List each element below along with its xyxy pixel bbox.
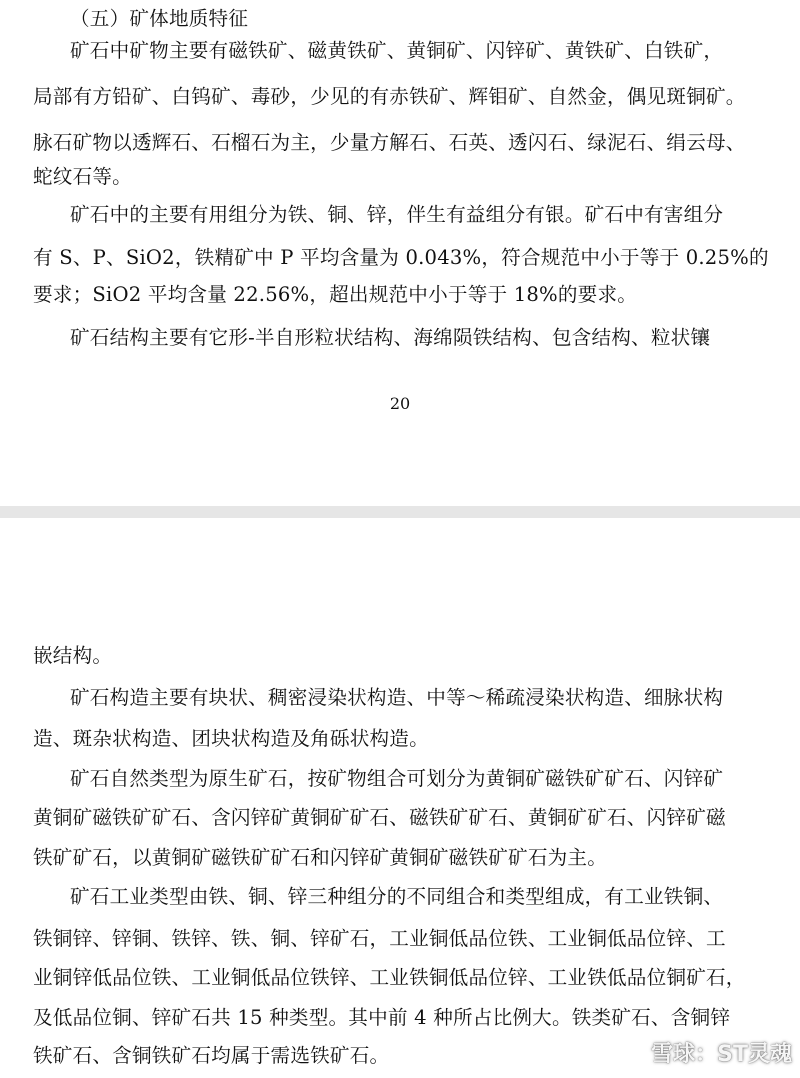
text-line: 脉石矿物以透辉石、石榴石为主，少量方解石、石英、透闪石、绿泥石、绢云母、 (33, 131, 746, 154)
text-line: 铁铜锌、锌铜、铁锌、铁、铜、锌矿石，工业铜低品位铁、工业铜低品位锌、工 (33, 927, 726, 950)
text-line: 业铜锌低品位铁、工业铜低品位铁锌、工业铁铜低品位锌、工业铁低品位铜矿石， (33, 966, 746, 989)
text-line: 有 S、P、SiO2，铁精矿中 P 平均含量为 0.043%，符合规范中小于等于 0.25%的 (33, 246, 769, 269)
document-page-21 (0, 518, 800, 1078)
text-line: 及低品位铜、锌矿石共 15 种类型。其中前 4 种所占比例大。铁类矿石、含铜锌 (33, 1006, 731, 1029)
text-line: 黄铜矿磁铁矿矿石、含闪锌矿黄铜矿矿石、磁铁矿矿石、黄铜矿矿石、闪锌矿磁 (33, 806, 726, 829)
document-page-20 (0, 0, 800, 506)
text-line: 矿石中矿物主要有磁铁矿、磁黄铁矿、黄铜矿、闪锌矿、黄铁矿、白铁矿， (70, 39, 724, 62)
page-number: 20 (389, 394, 411, 413)
text-line: 矿石工业类型由铁、铜、锌三种组分的不同组合和类型组成，有工业铁铜、 (70, 885, 724, 908)
watermark-text: 雪球：ST灵魂 (651, 1042, 792, 1067)
page-separator (0, 506, 800, 518)
text-line: 矿石自然类型为原生矿石，按矿物组合可划分为黄铜矿磁铁矿矿石、闪锌矿 (70, 767, 724, 790)
section-heading: （五）矿体地质特征 (70, 7, 249, 30)
text-line: 矿石构造主要有块状、稠密浸染状构造、中等～稀疏浸染状构造、细脉状构 (70, 686, 724, 709)
text-line: 嵌结构。 (33, 644, 113, 667)
text-line: 局部有方铅矿、白钨矿、毒砂，少见的有赤铁矿、辉钼矿、自然金，偶见斑铜矿。 (33, 85, 746, 108)
text-line: 蛇纹石等。 (33, 165, 132, 188)
text-line: 造、斑杂状构造、团块状构造及角砾状构造。 (33, 727, 429, 750)
watermark (619, 1037, 792, 1068)
text-line: 要求；SiO2 平均含量 22.56%，超出规范中小于等于 18%的要求。 (33, 283, 638, 306)
text-line: 铁矿矿石，以黄铜矿磁铁矿矿石和闪锌矿黄铜矿磁铁矿矿石为主。 (33, 846, 608, 869)
text-line: 矿石结构主要有它形-半自形粒状结构、海绵陨铁结构、包含结构、粒状镶 (70, 326, 711, 349)
text-line: 矿石中的主要有用组分为铁、铜、锌，伴生有益组分有银。矿石中有害组分 (70, 203, 724, 226)
text-line: 铁矿石、含铜铁矿石均属于需选铁矿石。 (33, 1044, 390, 1067)
snowball-logo-icon (619, 1040, 645, 1066)
